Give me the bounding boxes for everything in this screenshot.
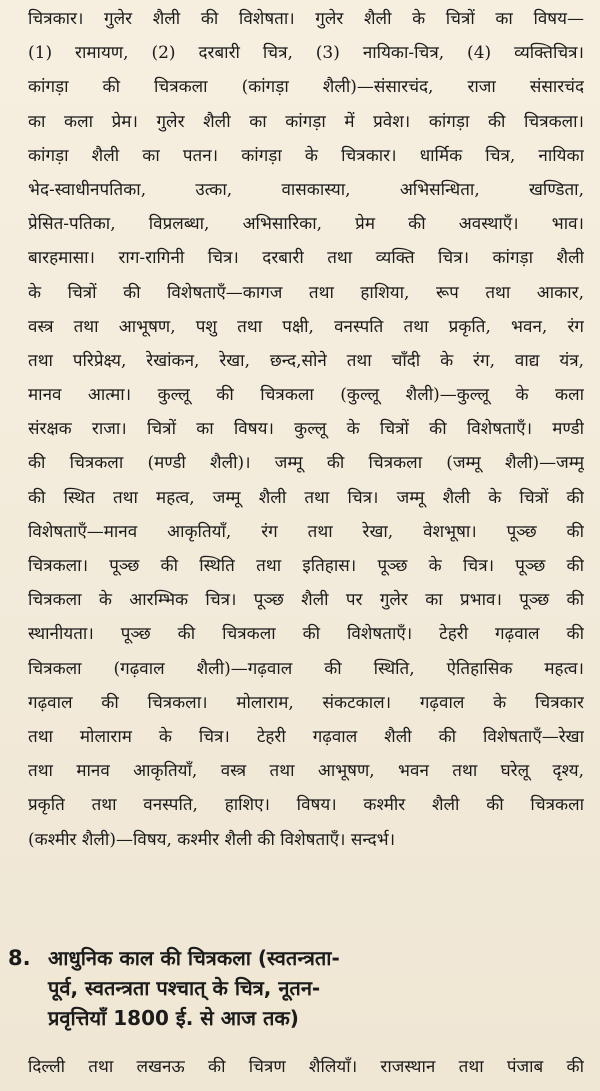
text-line: तथा परिप्रेक्ष्य, रेखांकन, रेखा, छन्द,सोने तथा चाँदी के रंग, वाद्य यंत्र, xyxy=(28,350,584,371)
text-line: चित्रकला (गढ़वाल शैली)—गढ़वाल की स्थिति, ऐतिहासिक महत्व। xyxy=(28,658,584,679)
text-line: चित्रकला। पूञ्छ की स्थिति तथा इतिहास। पूञ्छ के चित्र। पूञ्छ की xyxy=(28,556,584,576)
text-line: भेद-स्वाधीनपतिका, उत्का, वासकास्या, अभिसन्धिता, खण्डिता, xyxy=(28,179,584,200)
text-line: स्थानीयता। पूञ्छ की चित्रकला की विशेषताएँ। टेहरी गढ़वाल की xyxy=(28,624,584,645)
text-line: तथा मोलाराम के चित्र। टेहरी गढ़वाल शैली की विशेषताएँ—रेखा xyxy=(28,726,584,747)
text-line: चित्रकला के आरम्भिक चित्र। पूञ्छ शैली पर गुलेर का प्रभाव। पूञ्छ की xyxy=(28,590,584,611)
section-heading xyxy=(8,943,588,1033)
text-line: के चित्रों की विशेषताएँ—कागज तथा हाशिया, रूप तथा आकार, xyxy=(28,282,584,303)
section-title-line: पूर्व, स्वतन्त्रता पश्चात् के चित्र, नूतन- xyxy=(48,976,321,1000)
text-line: गढ़वाल की चित्रकला। मोलाराम, संकटकाल। गढ़वाल के चित्रकार xyxy=(28,692,584,713)
section-number: 8. xyxy=(8,946,31,970)
text-line: प्रकृति तथा वनस्पति, हाशिए। विषय। कश्मीर शैली की चित्रकला xyxy=(28,795,584,816)
text-line: की चित्रकला (मण्डी शैली)। जम्मू की चित्रकला (जम्मू शैली)—जम्मू xyxy=(28,453,584,474)
text-line: मानव आत्मा। कुल्लू की चित्रकला (कुल्लू शैली)—कुल्लू के कला xyxy=(28,385,584,406)
text-line: चित्रकार। गुलेर शैली की विशेषता। गुलेर शैली के चित्रों का विषय— xyxy=(28,9,584,29)
text-line: दिल्ली तथा लखनऊ की चित्रण शैलियाँ। राजस्थान तथा पंजाब की xyxy=(28,1057,584,1077)
text-line: कांगड़ा शैली का पतन। कांगड़ा के चित्रकार। धार्मिक चित्र, नायिका xyxy=(28,145,584,166)
text-line: का कला प्रेम। गुलेर शैली का कांगड़ा में प्रवेश। कांगड़ा की चित्रकला। xyxy=(28,111,584,132)
text-line: (कश्मीर शैली)—विषय, कश्मीर शैली की विशेषताएँ। सन्दर्भ। xyxy=(28,829,396,850)
text-line: बारहमासा। राग-रागिनी चित्र। दरबारी तथा व्यक्ति चित्र। कांगड़ा शैली xyxy=(28,248,584,269)
section-body xyxy=(28,1050,584,1084)
section-title xyxy=(48,943,340,1033)
text-line: संरक्षक राजा। चित्रों का विषय। कुल्लू के चित्रों की विशेषताएँ। मण्डी xyxy=(28,419,584,440)
text-line: प्रेसित-पतिका, विप्रलब्धा, अभिसारिका, प्रेम की अवस्थाएँ। भाव। xyxy=(28,214,584,235)
text-line: (1) रामायण, (2) दरबारी चित्र, (3) नायिका-चित्र, (4) व्यक्तिचित्र। xyxy=(28,43,584,64)
text-line: तथा मानव आकृतियाँ, वस्त्र तथा आभूषण, भवन तथा घरेलू दृश्य, xyxy=(28,761,584,782)
section-title-line: प्रवृत्तियाँ 1800 ई. से आज तक) xyxy=(48,1006,299,1030)
contents-paragraph xyxy=(28,2,584,857)
text-line: की स्थित तथा महत्व, जम्मू शैली तथा चित्र। जम्मू शैली के चित्रों की xyxy=(28,487,584,508)
text-line: कांगड़ा की चित्रकला (कांगड़ा शैली)—संसारचंद, राजा संसारचंद xyxy=(28,77,584,98)
text-line: विशेषताएँ—मानव आकृतियाँ, रंग तथा रेखा, वेशभूषा। पूञ्छ की xyxy=(28,521,584,542)
section-title-line: आधुनिक काल की चित्रकला (स्वतन्त्रता- xyxy=(48,946,340,970)
text-line: वस्त्र तथा आभूषण, पशु तथा पक्षी, वनस्पति तथा प्रकृति, भवन, रंग xyxy=(28,316,584,337)
